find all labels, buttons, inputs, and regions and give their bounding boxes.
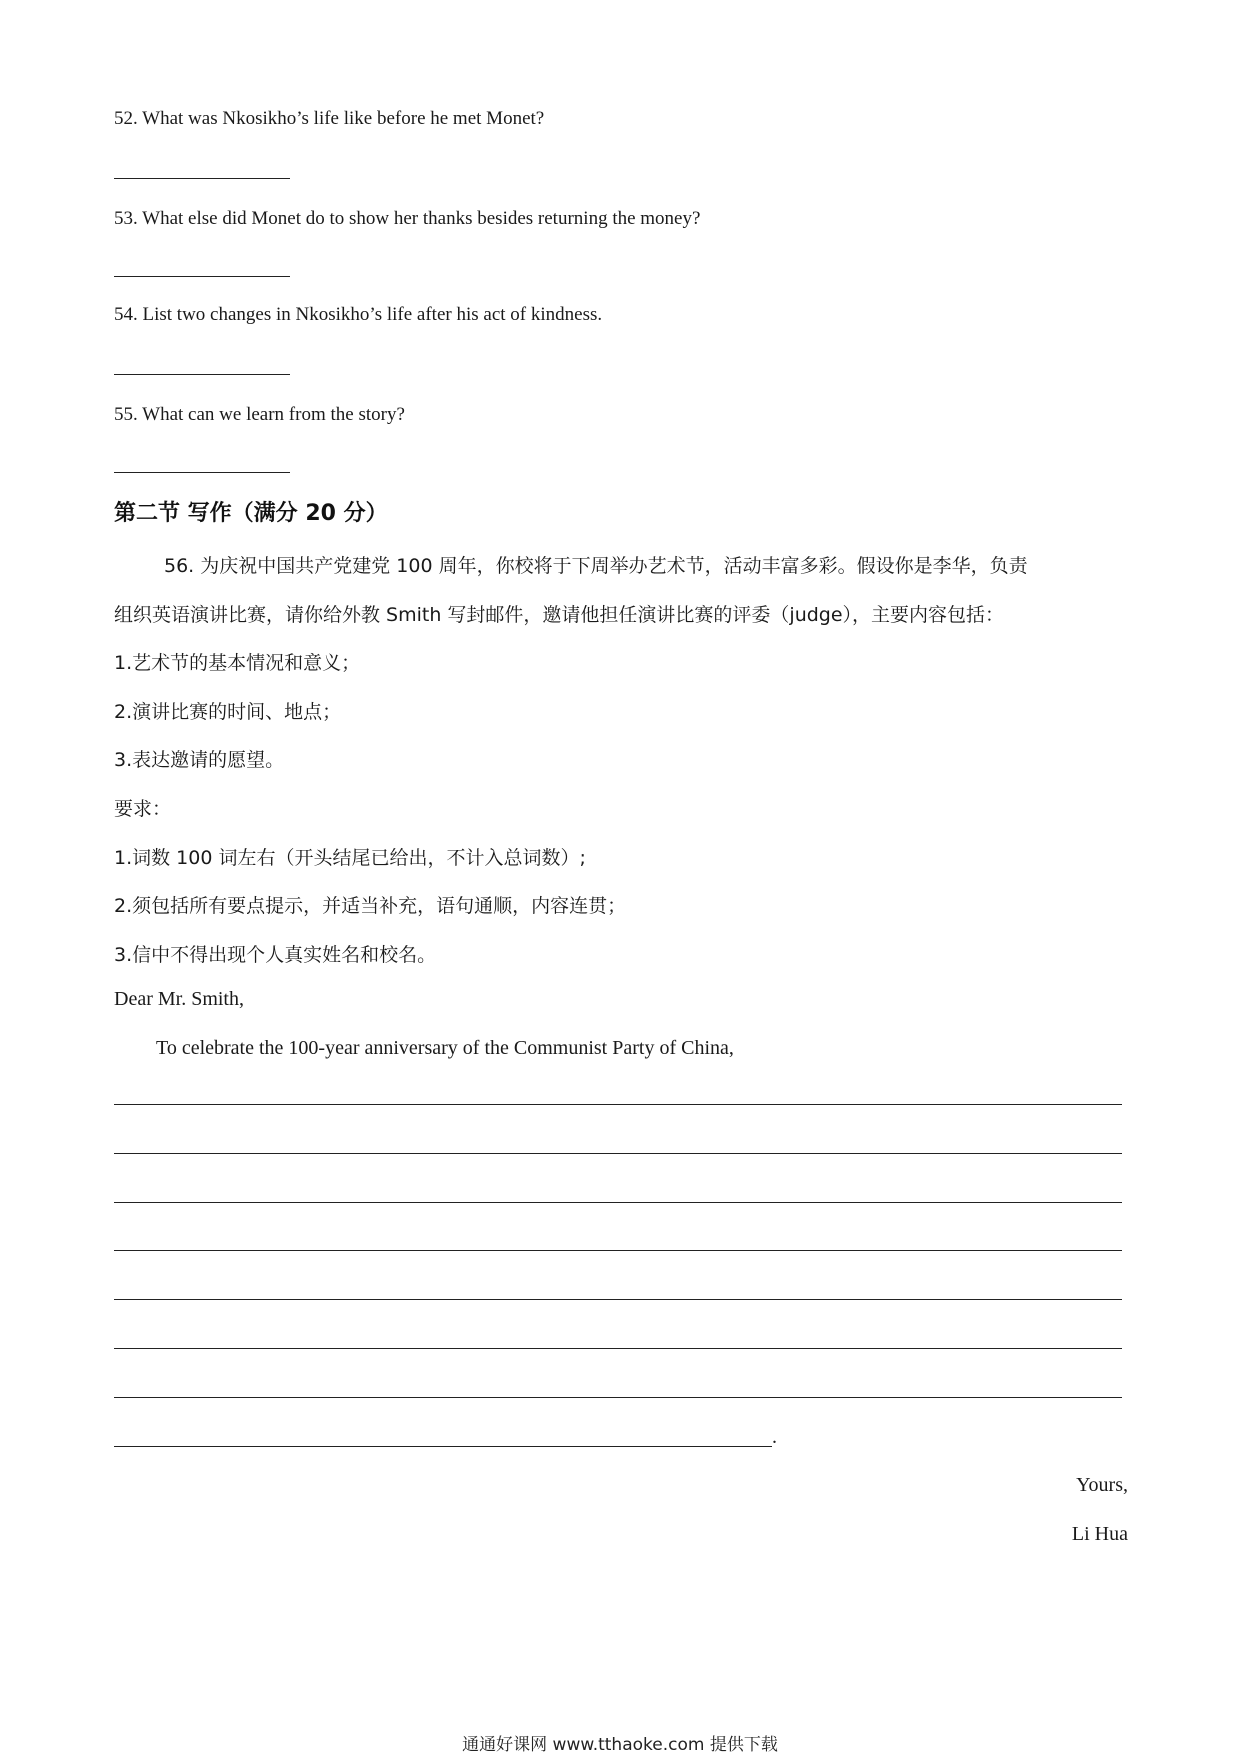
letter-closing: Yours, <box>1076 1474 1128 1496</box>
section-title: 第二节 写作（满分 20 分） <box>114 501 388 526</box>
task-line-2: 组织英语演讲比赛，请你给外教 Smith 写封邮件，邀请他担任演讲比赛的评委（judge），主要内容包括： <box>114 604 1005 626</box>
writing-line-last[interactable] <box>114 1446 772 1447</box>
letter-signature: Li Hua <box>1071 1523 1128 1545</box>
content-point-3: 3.表达邀请的愿望。 <box>114 749 285 771</box>
question-55: 55. What can we learn from the story? <box>114 404 405 425</box>
requirement-3: 3.信中不得出现个人真实姓名和校名。 <box>114 944 437 966</box>
answer-blank-53[interactable] <box>114 276 290 277</box>
answer-blank-55[interactable] <box>114 472 290 473</box>
writing-line[interactable] <box>114 1299 1122 1300</box>
question-54: 54. List two changes in Nkosikho’s life after his act of kindness. <box>114 304 603 325</box>
letter-opening: To celebrate the 100-year anniversary of the Communist Party of China, <box>156 1037 734 1059</box>
answer-blank-52[interactable] <box>114 178 290 179</box>
writing-line[interactable] <box>114 1153 1122 1154</box>
requirement-2: 2.须包括所有要点提示，并适当补充，语句通顺，内容连贯； <box>114 895 627 917</box>
writing-line[interactable] <box>114 1104 1122 1105</box>
writing-line[interactable] <box>114 1397 1122 1398</box>
content-point-1: 1.艺术节的基本情况和意义； <box>114 652 361 674</box>
writing-end-period: . <box>772 1426 777 1448</box>
page-footer: 通通好课网 www.tthaoke.com 提供下载 <box>462 1735 778 1755</box>
requirement-1: 1.词数 100 词左右（开头结尾已给出，不计入总词数）; <box>114 847 586 869</box>
letter-salutation: Dear Mr. Smith, <box>114 988 244 1010</box>
writing-line[interactable] <box>114 1250 1122 1251</box>
task-line-1: 56. 为庆祝中国共产党建党 100 周年，你校将于下周举办艺术节，活动丰富多彩。假设你是李华，负责 <box>164 555 1028 577</box>
content-point-2: 2.演讲比赛的时间、地点； <box>114 701 342 723</box>
question-52: 52. What was Nkosikho’s life like before he met Monet? <box>114 108 545 129</box>
writing-line[interactable] <box>114 1348 1122 1349</box>
requirements-label: 要求： <box>114 798 172 820</box>
question-53: 53. What else did Monet do to show her thanks besides returning the money? <box>114 208 701 229</box>
answer-blank-54[interactable] <box>114 374 290 375</box>
writing-line[interactable] <box>114 1202 1122 1203</box>
